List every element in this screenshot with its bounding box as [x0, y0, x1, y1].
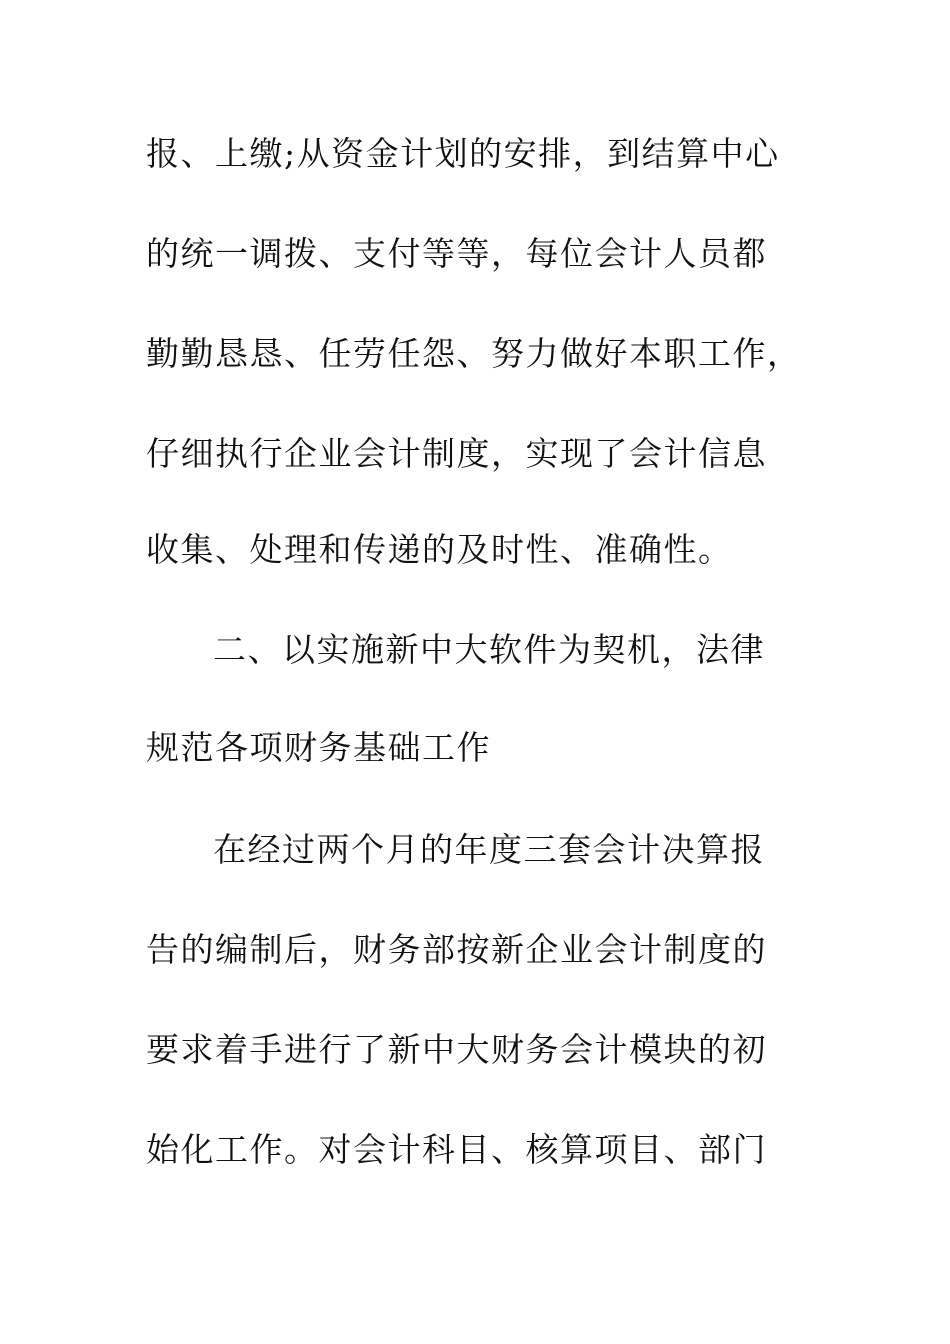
- text-line-4: 仔细执行企业会计制度，实现了会计信息: [146, 434, 767, 473]
- text-line-11: 始化工作。对会计科目、核算项目、部门: [146, 1130, 767, 1169]
- text-line-1: 报、上缴;从资金计划的安排，到结算中心: [146, 134, 780, 173]
- text-line-10: 要求着手进行了新中大财务会计模块的初: [146, 1030, 767, 1069]
- text-line-5: 收集、处理和传递的及时性、准确性。: [146, 530, 733, 569]
- section-heading-line-2: 规范各项财务基础工作: [146, 728, 491, 767]
- section-heading-line-1: 二、以实施新中大软件为契机，法律: [213, 630, 765, 669]
- text-line-9: 告的编制后，财务部按新企业会计制度的: [146, 930, 767, 969]
- text-line-3: 勤勤恳恳、任劳任怨、努力做好本职工作，: [146, 334, 802, 373]
- text-line-8: 在经过两个月的年度三套会计决算报: [213, 830, 765, 869]
- text-line-2: 的统一调拨、支付等等，每位会计人员都: [146, 234, 767, 273]
